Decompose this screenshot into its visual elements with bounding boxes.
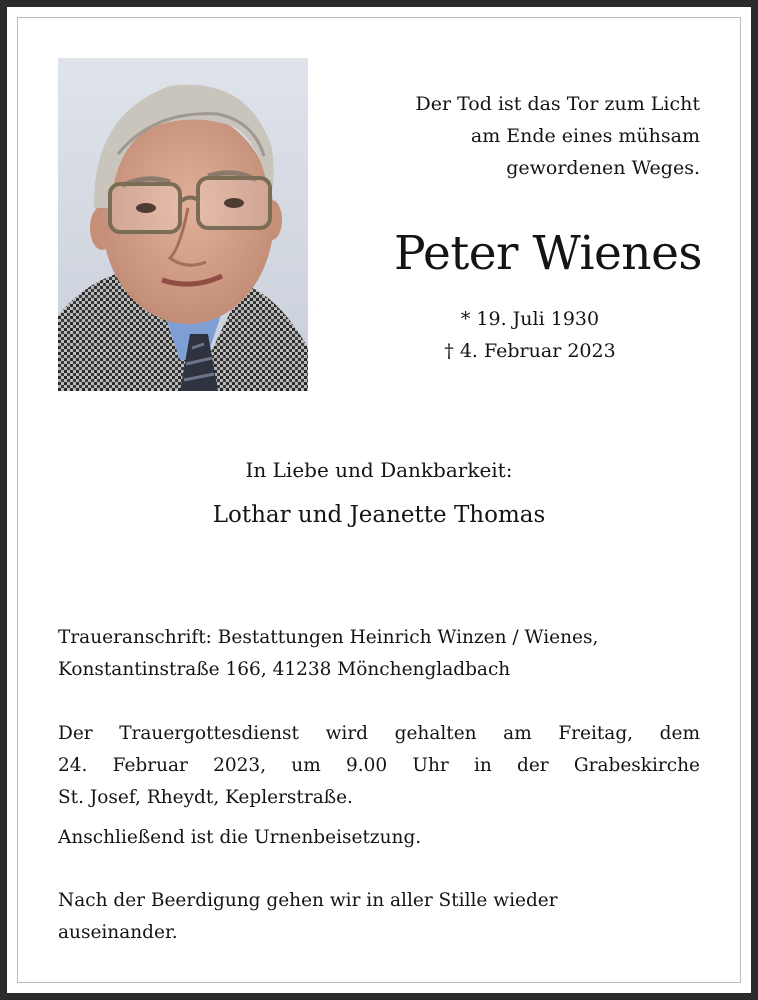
mourning-address bbox=[58, 622, 700, 686]
death-date: † 4. Februar 2023 bbox=[444, 340, 616, 362]
address-line: Konstantinstraße 166, 41238 Mönchengladbach bbox=[58, 659, 511, 680]
life-dates bbox=[380, 303, 680, 367]
closing-line: auseinander. bbox=[58, 922, 178, 943]
service-announcement bbox=[58, 718, 700, 814]
urn-burial-note: Anschließend ist die Urnenbeisetzung. bbox=[58, 827, 422, 848]
quote-line: am Ende eines mühsam bbox=[470, 125, 700, 147]
closing-line: Nach der Beerdigung gehen wir in aller Stille wieder bbox=[58, 890, 558, 911]
portrait-photo bbox=[58, 58, 308, 391]
service-line: St. Josef, Rheydt, Keplerstraße. bbox=[58, 787, 353, 808]
deceased-name: Peter Wienes bbox=[394, 226, 702, 281]
quote-line: gewordenen Weges. bbox=[506, 157, 700, 179]
service-line: 24. Februar 2023, um 9.00 Uhr in der Grabeskirche bbox=[58, 755, 700, 776]
mourners-intro: In Liebe und Dankbarkeit: bbox=[245, 458, 513, 482]
mourners-names: Lothar und Jeanette Thomas bbox=[212, 502, 546, 528]
quote-line: Der Tod ist das Tor zum Licht bbox=[415, 93, 700, 115]
birth-date: * 19. Juli 1930 bbox=[460, 308, 600, 330]
memorial-quote bbox=[340, 88, 700, 184]
address-line: Traueranschrift: Bestattungen Heinrich Winzen / Wienes, bbox=[58, 627, 599, 648]
service-line: Der Trauergottesdienst wird gehalten am Freitag, dem bbox=[58, 723, 700, 744]
closing-note bbox=[58, 885, 700, 949]
